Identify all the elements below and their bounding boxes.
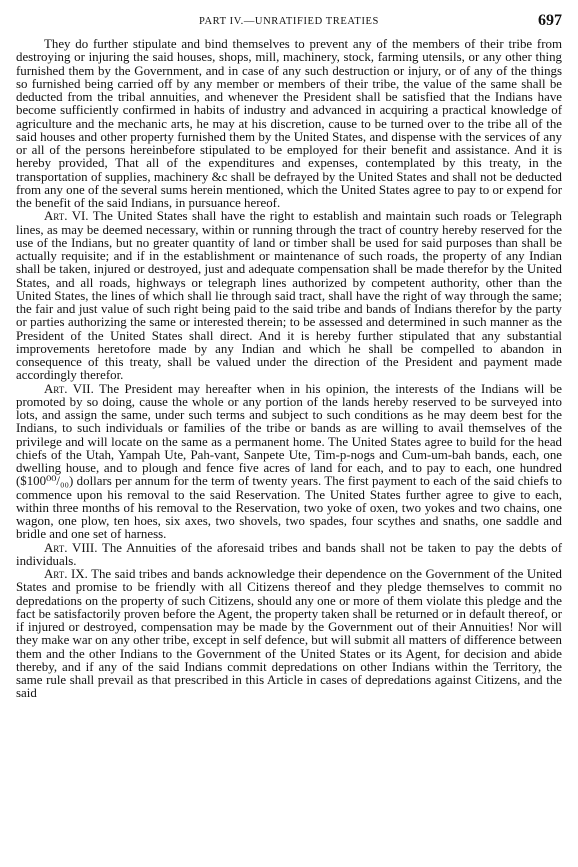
paragraph-text: The Annuities of the aforesaid tribes and bands shall not be taken to pay the debts of individuals. <box>16 540 562 568</box>
paragraph-article-viii <box>16 542 562 569</box>
article-label: Art. IX. <box>44 567 88 581</box>
treaty-text <box>16 38 562 701</box>
running-header-title: PART IV.—UNRATIFIED TREATIES <box>198 16 379 27</box>
paragraph-text: The United States shall have the right to establish and maintain such roads or Telegraph lines, as may be deemed necessary, within or running through the tract of country hereby reserved for the use of the Indians, but no greater quantity of land or timber shall be used for said purposes than shall be actually requisite; and if in the establishment or maintenance of such roads, the property of any Indian shall be taken, injured or destroyed, just and adequate compensation shall be made therefor by the United States, and all roads, highways or telegraph lines authorized by competent authority, other than the United States, the lines of which shall lie through said tract, shall have the right of way through the same; the fair and just value of such right being paid to the said tribe and bands of Indians therefor by the party or parties authorizing the same or interested therein; to be assessed and determined in such manner as the President of the United States shall direct. And it is hereby further stipulated that any substantial improvements heretofore made by any Indian and which he shall be compelled to abandon in consequence of this treaty, shall be valued under the direction of the President and payment made accordingly therefor. <box>16 209 563 383</box>
paragraph-text: They do further stipulate and bind themselves to prevent any of the members of their tribe from destroying or injuring the said houses, shops, mill, machinery, stock, farming utensils, or any other thing furnished them by the Government, and in case of any such destruction or injury, or of any of the things so furnished being carried off by any member or members of their tribe, the value of the same shall be deducted from the tribal annuities, and whenever the President shall be satisfied that the Indians have become sufficiently confirmed in habits of industry and advanced in acquiring a practical knowledge of agriculture and the mechanic arts, he may at his discretion, cause to be turned over to the tribe all of the said houses and other property furnished them by the United States, and dispense with the services of any or all of the persons hereinbefore stipulated to be employed for their benefit and assistance. And it is hereby provided, That all of the expenditures and expenses, contemplated by this treaty, in the transportation of supplies, machinery &c shall be defrayed by the United States and shall not be deducted from any one of the several sums herein mentioned, which the United States agree to pay to or expend for the benefit of the said Indians, in pursuance hereof. <box>16 37 562 210</box>
article-label: Art. VI. <box>44 209 89 224</box>
paragraph-article-vi <box>16 210 562 382</box>
page-number: 697 <box>538 12 562 29</box>
running-header <box>16 12 562 38</box>
paragraph-continued-stipulations <box>16 38 562 210</box>
paragraph-article-vii <box>16 383 562 542</box>
paragraph-text: The President may hereafter when in his opinion, the interests of the Indians will be promoted by so doing, cause the whole or any portion of the lands hereby reserved to be surveyed into lots, and assign the same, under such terms and subject to such conditions as he may deem best for the Indians, to such individuals or families of the tribe or bands as are willing to avail themselves of the privilege and will locate on the same as a permanent home. The United States agree to build for the head chiefs of the Utah, Yampah Ute, Pah-vant, Sanpete Ute, Tim-p-nogs and Cum-um-bah bands, each, one dwelling house, and to plough and fence five acres of land for each, and to pay to each, one hundred ($100⁰⁰/₀₀) dollars per annum for the term of twenty years. The first payment to each of the said chiefs to commence upon his removal to the said Reservation. The United States further agree to give to each, within three months of his removal to the Reservation, two yoke of oxen, two yokes and two chains, one wagon, one plow, ten hoes, six axes, two shovels, two spades, four scythes and snaths, one saddle and bridle and one set of harness. <box>16 381 562 542</box>
article-label: Art. VIII. <box>44 540 98 555</box>
paragraph-article-ix <box>16 568 562 701</box>
paragraph-text: The said tribes and bands acknowledge their dependence on the Government of the United States and promise to be friendly with all Citizens thereof and they pledge themselves to commit no depredations on the property of such Citizens, should any one or more of them violate this pledge and the fact be satisfactorily proven before the Agent, the property taken shall be returned or in default thereof, or if injured or destroyed, compensation may be made by the Government out of their Annuities! Nor will they make war on any other tribe, except in self defence, but will submit all matters of difference between them and the other Indians to the Government of the United States or its Agent, for decision and abide thereby, and if any of the said Indians commit depredations on other Indians within the Territory, the same rule shall prevail as that prescribed in this Article in cases of depredations against Citizens, and the said <box>16 567 562 701</box>
article-label: Art. VII. <box>44 381 94 396</box>
